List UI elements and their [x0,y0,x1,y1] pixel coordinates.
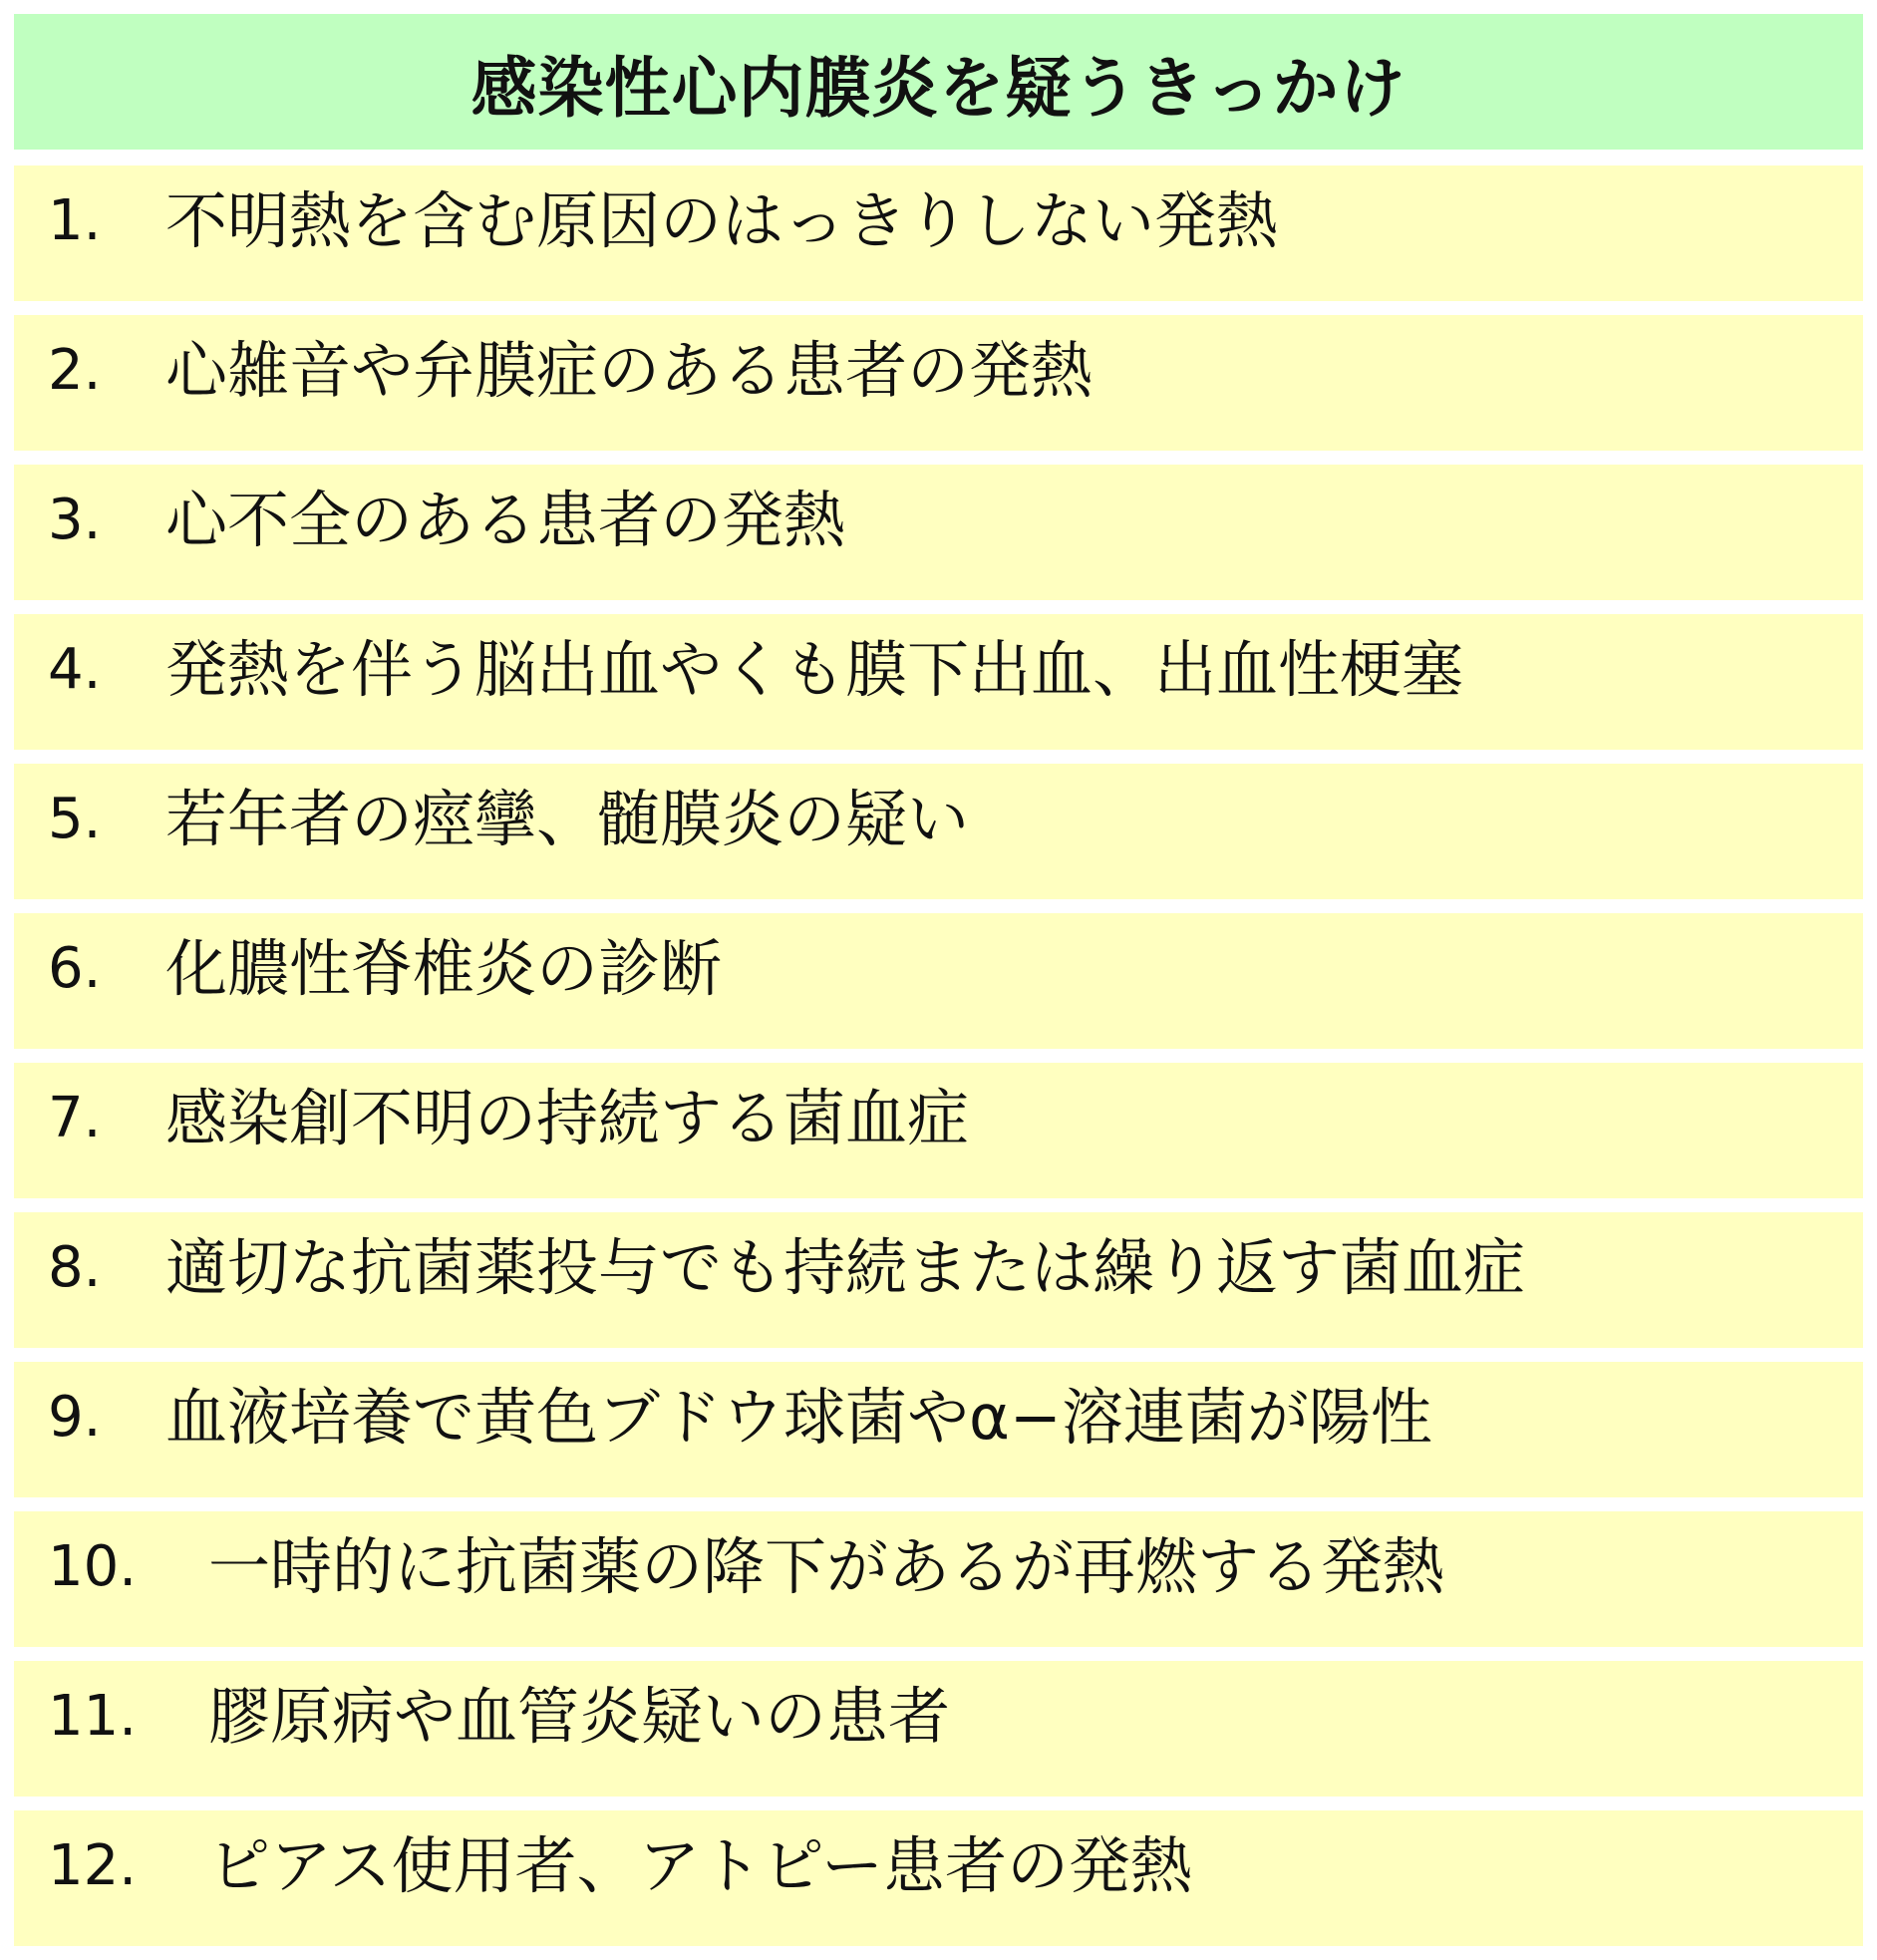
item-text: 心不全のある患者の発熱 [165,484,846,556]
item-number: 5. [48,787,102,851]
item-number: 11. [48,1684,138,1749]
list-item [14,1511,1863,1647]
item-text: 血液培養で黄色ブドウ球菌やα−溶連菌が陽性 [165,1381,1432,1454]
table-header [14,14,1863,150]
item-number: 7. [48,1086,102,1150]
item-number: 2. [48,338,102,403]
item-number: 9. [48,1385,102,1450]
item-number: 10. [48,1534,138,1599]
item-text: 発熱を伴う脳出血やくも膜下出血、出血性梗塞 [165,633,1464,706]
list-item [14,1212,1863,1348]
list-item [14,165,1863,301]
list-item [14,764,1863,899]
item-text: 心雑音や弁膜症のある患者の発熱 [165,334,1094,407]
table-title: 感染性心内膜炎を疑うきっかけ [470,49,1407,127]
list-item [14,1661,1863,1797]
item-number: 12. [48,1833,138,1898]
list-item [14,315,1863,451]
item-text: 適切な抗菌薬投与でも持続または繰り返す菌血症 [165,1231,1526,1304]
item-number: 4. [48,637,102,702]
list-item [14,465,1863,600]
list-item [14,614,1863,750]
item-number: 1. [48,188,102,253]
list-item [14,1063,1863,1198]
list-item [14,1362,1863,1497]
item-text: 膠原病や血管炎疑いの患者 [208,1680,951,1753]
item-text: 一時的に抗菌薬の降下があるが再燃する発熱 [208,1530,1445,1603]
item-number: 8. [48,1235,102,1300]
item-text: ピアス使用者、アトピー患者の発熱 [208,1829,1193,1902]
item-text: 不明熱を含む原因のはっきりしない発熱 [165,184,1279,257]
item-number: 3. [48,488,102,552]
list-item [14,913,1863,1049]
item-text: 化膿性脊椎炎の診断 [165,932,723,1005]
item-text: 若年者の痙攣、髄膜炎の疑い [165,783,970,855]
item-number: 6. [48,936,102,1001]
item-text: 感染創不明の持続する菌血症 [165,1082,970,1154]
list-item [14,1810,1863,1946]
ie-trigger-table [14,14,1863,1960]
